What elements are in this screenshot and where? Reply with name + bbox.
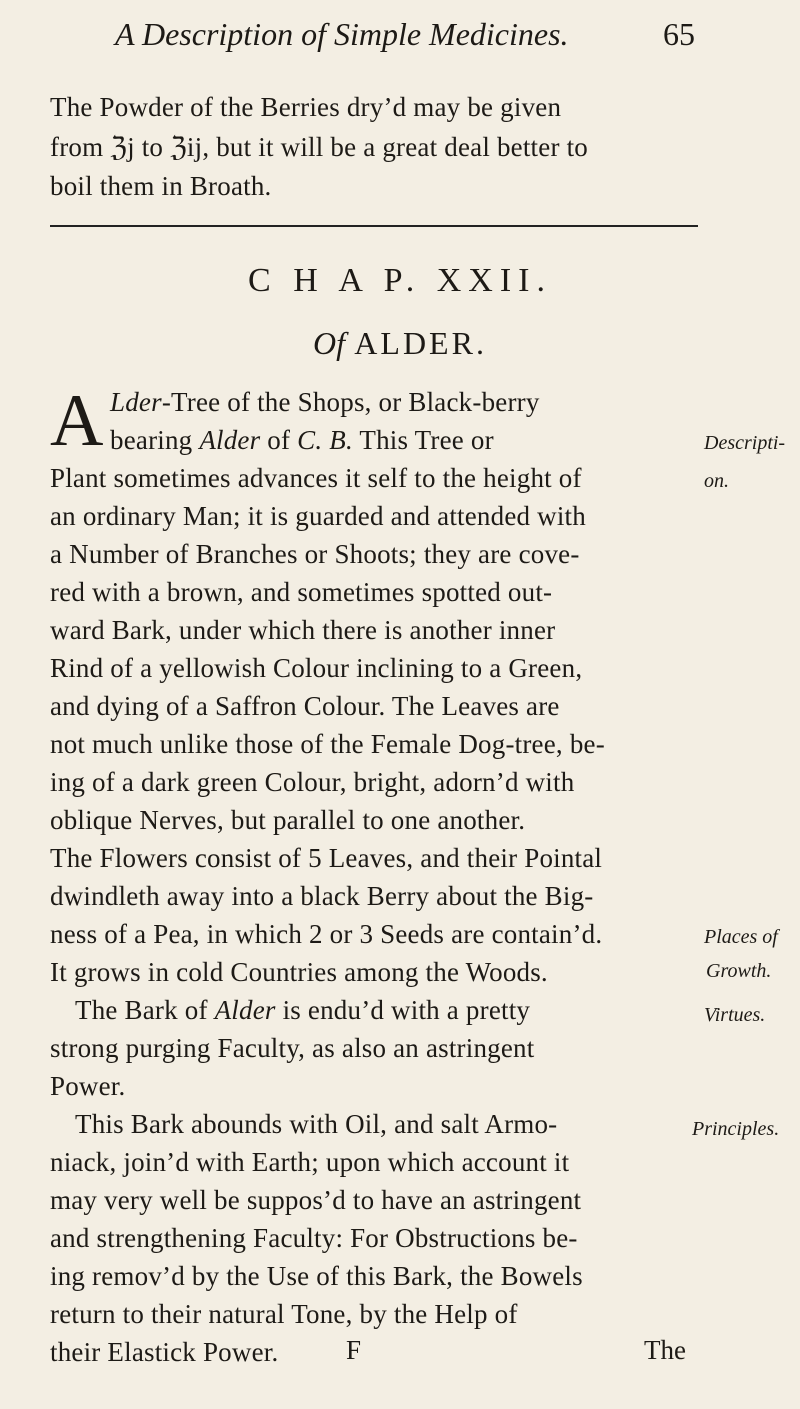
text-line: ness of a Pea, in which 2 or 3 Seeds are contain’d. [50,919,603,949]
italic-term: Alder [199,425,261,455]
text-line: boil them in Broath. [50,171,272,201]
margin-note-principles: Principles. [692,1118,780,1140]
italic-term: Alder [214,995,276,1025]
text-line: and strengthening Faculty: For Obstructions be- [50,1223,578,1253]
running-title: A Description of Simple Medicines. [115,16,569,52]
text-span: The Bark of [75,995,208,1025]
margin-note-description: Descripti- [704,432,786,454]
text-line: niack, join’d with Earth; upon which account it [50,1147,570,1177]
drop-cap: A [50,380,104,462]
text-line: oblique Nerves, but parallel to one another. [50,805,526,835]
text-line: return to their natural Tone, by the Help of [50,1299,518,1329]
text-span: is endu’d with a pretty [282,995,531,1025]
chapter-title [0,325,800,362]
text-span: -Tree of the Shops, or Black-berry [161,387,540,417]
text-span: This Tree or [359,425,494,455]
text-line: red with a brown, and sometimes spotted out- [50,577,553,607]
margin-note-virtues: Virtues. [704,1004,766,1026]
text-line: a Number of Branches or Shoots; they are cove- [50,539,580,569]
text-span: of [267,425,291,455]
text-line: This Bark abounds with Oil, and salt Armo- [75,1109,558,1139]
text-line: not much unlike those of the Female Dog-tree, be- [50,729,605,759]
text-line: dwindleth away into a black Berry about the Big- [50,881,594,911]
text-line: may very well be suppos’d to have an astringent [50,1185,582,1215]
page-number: 65 [663,16,695,52]
text-line: ing of a dark green Colour, bright, adorn’d with [50,767,575,797]
running-head [115,10,695,60]
text-line: Rind of a yellowish Colour inclining to a Green, [50,653,583,683]
margin-note-growth: Growth. [706,960,772,982]
text-line [110,387,540,418]
catchword: The [644,1335,686,1365]
text-line: an ordinary Man; it is guarded and attended with [50,501,586,531]
text-line: ward Bark, under which there is another inner [50,615,556,645]
chapter-heading: C H A P. XXII. [248,262,552,299]
text-line: strong purging Faculty, as also an astringent [50,1033,535,1063]
text-line: The Flowers consist of 5 Leaves, and their Pointal [50,843,603,873]
margin-note-description-cont: on. [704,470,729,492]
text-line: their Elastick Power. [50,1337,279,1367]
divider-rule [50,225,698,227]
text-line: ing remov’d by the Use of this Bark, the Bowels [50,1261,583,1291]
text-line: Plant sometimes advances it self to the height of [50,463,582,493]
chapter-title-name: ALDER. [354,325,487,361]
text-line [110,425,494,456]
italic-term: Lder [110,387,162,417]
chapter-title-of: Of [313,325,346,361]
text-span: bearing [110,425,193,455]
text-line [75,995,530,1026]
signature-mark: F [346,1335,362,1365]
text-line: Power. [50,1071,126,1101]
text-line: The Powder of the Berries dry’d may be given [50,92,562,122]
margin-note-places: Places of [704,926,778,948]
italic-term: C. B. [297,425,353,455]
text-line: from ℨj to ℨij, but it will be a great deal better to [50,132,588,162]
text-line: and dying of a Saffron Colour. The Leaves are [50,691,560,721]
text-line: It grows in cold Countries among the Woods. [50,957,548,987]
